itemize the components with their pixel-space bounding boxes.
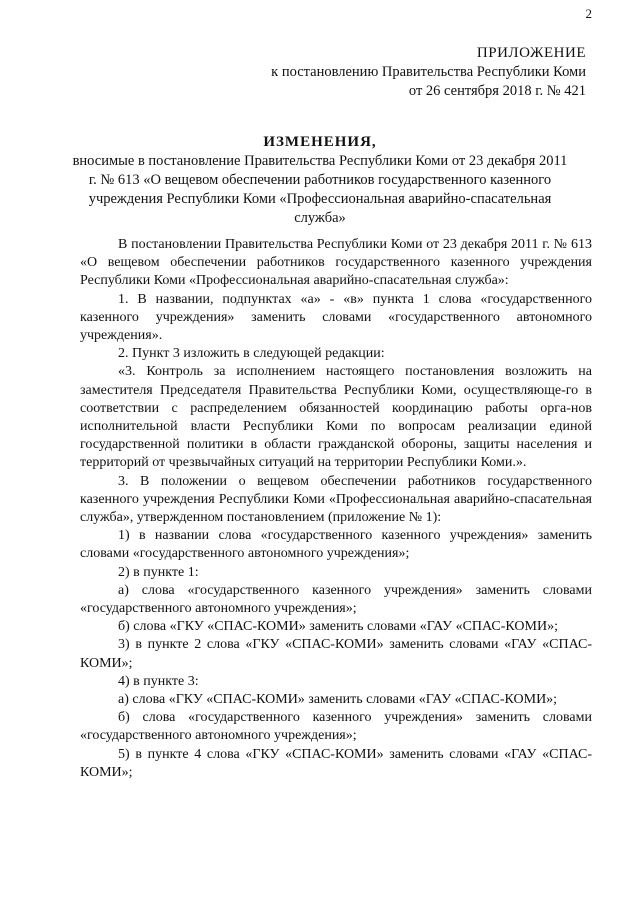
page-number: 2 [585, 6, 592, 21]
paragraph: 1) в названии слова «государственного казенного учреждения» заменить словами «государственного автономного учреждения»; [80, 528, 592, 562]
paragraph: а) слова «государственного казенного учреждения» заменить словами «государственного автономного учреждения»; [80, 582, 592, 617]
paragraph: «3. Контроль за исполнением настоящего постановления возложить на заместителя Председателя Правительства Республики Коми, осуществляюще-го в соответствии с распределением обязанностей координацию работы орга-нов исполнительной власти Республики Коми по вопросам реализации единой государственной политики в области гражданской обороны, защиты населения и территорий от чрезвычайных ситуаций на территории Республики Коми.». [80, 364, 592, 471]
paragraph: б) слова «государственного казенного учреждения» заменить словами «государственного автономного учреждения»; [80, 710, 592, 744]
paragraph: 2) в пункте 1: [118, 564, 199, 580]
appendix-date: от 26 сентября 2018 г. № 421 [408, 83, 586, 99]
paragraph: 5) в пункте 4 слова «ГКУ «СПАС-КОМИ» заменить словами «ГАУ «СПАС-КОМИ»; [80, 746, 592, 780]
paragraph: 2. Пункт 3 изложить в следующей редакции: [118, 346, 385, 362]
paragraph: б) слова «ГКУ «СПАС-КОМИ» заменить словами «ГАУ «СПАС-КОМИ»; [118, 619, 558, 635]
document-body [80, 236, 592, 782]
paragraph: 3) в пункте 2 слова «ГКУ «СПАС-КОМИ» заменить словами «ГАУ «СПАС-КОМИ»; [80, 637, 592, 671]
document-subtitle: вносимые в постановление Правительства Республики Коми от 23 декабря 2011 г. № 613 «О вещевом обеспечении работников государственного казенного учреждения Республики Коми «Профессиональная аварийно-спасательная служба» [72, 153, 568, 226]
appendix-header [256, 44, 586, 101]
document-title-block [70, 133, 570, 228]
paragraph: а) слова «ГКУ «СПАС-КОМИ» заменить словами «ГАУ «СПАС-КОМИ»; [118, 692, 558, 708]
appendix-reference: к постановлению Правительства Республики Коми [271, 64, 586, 80]
paragraph: 4) в пункте 3: [118, 673, 199, 689]
paragraph: 1. В названии, подпунктах «а» - «в» пункта 1 слова «государственного казенного учреждения» заменить словами «государственного автономного учреждения». [80, 291, 592, 344]
paragraph: В постановлении Правительства Республики Коми от 23 декабря 2011 г. № 613 «О вещевом обеспечении работников государственного казенного учреждения Республики Коми «Профессиональная аварийно-спасательная служба»: [80, 237, 592, 289]
document-title: ИЗМЕНЕНИЯ, [263, 134, 377, 150]
appendix-title: ПРИЛОЖЕНИЕ [476, 45, 586, 61]
paragraph: 3. В положении о вещевом обеспечении работников государственного казенного учреждения Республики Коми «Профессиональная аварийно-спасательная служба», утвержденном постановлением (приложение № 1): [80, 473, 592, 526]
